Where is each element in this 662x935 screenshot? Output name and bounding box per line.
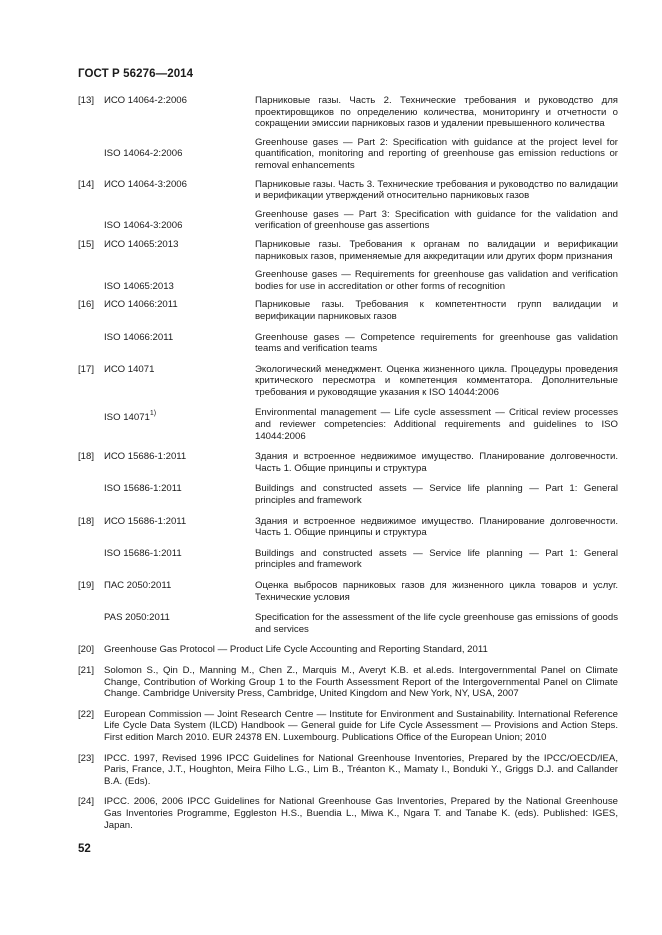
reference-number: [78, 612, 104, 635]
list-item: [78, 451, 618, 474]
reference-code: ИСО 15686-1:2011: [104, 515, 187, 527]
list-item: [78, 580, 618, 603]
reference-code: ISO 14064-2:2006: [104, 148, 183, 160]
reference-description: Здания и встроенное недвижимое имущество. Планирование долговечности. Часть 1. Общие принципы и структура: [255, 451, 618, 474]
list-item: [78, 612, 618, 635]
reference-description: Экологический менеджмент. Оценка жизненного цикла. Процедуры проведения критического пересмотра и компетенция комментатора. Дополнительные требования и руководящие указания к ISO 14044:2006: [255, 363, 618, 398]
list-item: [78, 548, 618, 571]
reference-number: [15]: [78, 238, 95, 250]
reference-number: [14]: [78, 178, 95, 190]
reference-number: [18]: [78, 451, 95, 463]
reference-code: ИСО 14064-3:2006: [104, 178, 187, 190]
list-item: [78, 753, 618, 788]
list-item: [78, 332, 618, 355]
reference-description: Buildings and constructed assets — Service life planning — Part 1: General principles and framework: [255, 483, 618, 507]
reference-number: [24]: [78, 796, 95, 808]
list-item: [78, 137, 618, 172]
reference-code: ПАС 2050:2011: [104, 580, 172, 591]
reference-code: ISO 14065:2013: [104, 280, 174, 292]
reference-description: Здания и встроенное недвижимое имущество. Планирование долговечности. Часть 1. Общие принципы и структура: [255, 515, 618, 539]
reference-description: Greenhouse gases — Part 2: Specification with guidance at the project level for quantification, monitoring and reporting of greenhouse gas emission reductions or removal enhancements: [255, 136, 618, 171]
reference-number: [78, 407, 104, 442]
reference-description: Парниковые газы. Часть 3. Технические требования и руководство по валидации и верификации утверждений относительно парниковых газов: [255, 178, 618, 202]
list-item: [78, 179, 618, 202]
reference-description: Парниковые газы. Требования к компетентности групп валидации и верификации парниковых газов: [255, 299, 618, 322]
reference-number: [23]: [78, 752, 95, 764]
reference-text: IPCC. 2006, 2006 IPCC Guidelines for National Greenhouse Gas Inventories, Prepared by the National Greenhouse Gas Inventories Programme, Eggleston H.S., Buendia L., Miwa K., Ngara T. and Tanabe K. (eds). Published: IGES, Japan.: [104, 796, 618, 831]
list-item: [78, 644, 618, 656]
reference-number: [16]: [78, 299, 95, 311]
reference-text: Solomon S., Qin D., Manning M., Chen Z., Marquis M., Averyt K.B. et al.eds. Intergovernmental Panel on Climate Change, Contribution of Working Group 1 to the Fourth Assessment Report of the Intergovernmental Panel on Climate Change. Cambridge University Press, Cambridge, United Kingdom and New York, NY, USA, 2007: [104, 664, 618, 700]
page-number: 52: [78, 843, 91, 855]
reference-description: Парниковые газы. Часть 2. Технические требования и руководство для проектировщиков по определению количества, мониторингу и отчетности о сокращении эмиссии парниковых газов и удалении превышенного количества: [255, 95, 618, 130]
reference-number: [78, 269, 104, 292]
reference-number: [13]: [78, 95, 95, 106]
reference-description: Greenhouse gases — Requirements for greenhouse gas validation and verification bodies for use in accreditation or other forms of recognition: [255, 269, 618, 292]
reference-number: [78, 332, 104, 355]
reference-number: [17]: [78, 363, 95, 375]
reference-number: [78, 137, 104, 172]
footnote-marker: 1): [149, 410, 157, 418]
reference-description: Парниковые газы. Требования к органам по валидации и верификации парниковых газов, применяемые для аккредитации или других форм признания: [255, 238, 618, 262]
list-item: [78, 95, 618, 130]
list-item: [78, 364, 618, 399]
reference-description: Greenhouse gases — Competence requirements for greenhouse gas validation teams and verification teams: [255, 331, 618, 355]
page-title: ГОСТ Р 56276—2014: [78, 68, 194, 80]
reference-text: Greenhouse Gas Protocol — Product Life Cycle Accounting and Reporting Standard, 2011: [104, 644, 488, 656]
reference-number: [78, 548, 104, 571]
reference-code: ИСО 14071: [104, 363, 155, 375]
reference-number: [22]: [78, 708, 95, 720]
reference-code: ISO 15686-1:2011: [104, 483, 182, 495]
reference-number: [21]: [78, 664, 95, 676]
reference-description: Specification for the assessment of the life cycle greenhouse gas emissions of goods and services: [255, 612, 618, 635]
list-item: [78, 483, 618, 506]
reference-number: [20]: [78, 644, 95, 656]
list-item: [78, 516, 618, 539]
reference-code: ISO 14064-3:2006: [104, 220, 183, 232]
reference-code: ИСО 14066:2011: [104, 299, 178, 311]
reference-code: ISO 15686-1:2011: [104, 547, 182, 559]
reference-code: ISO 14071: [104, 412, 150, 424]
list-item: [78, 239, 618, 262]
reference-code-wrapper: [104, 407, 255, 442]
reference-code: ИСО 15686-1:2011: [104, 451, 187, 463]
list-item: [78, 299, 618, 322]
reference-text: IPCC. 1997, Revised 1996 IPCC Guidelines for National Greenhouse Inventories, Prepared by the IPCC/OECD/IEA, Paris, France, J.T., Houghton, Meira Filho L.G., Lim B., Tréanton K., Mamaty I., Bonduki Y., Griggs D.J. and Callander B.A. (Eds).: [104, 752, 618, 787]
reference-code: ИСО 14064-2:2006: [104, 95, 187, 106]
reference-code: PAS 2050:2011: [104, 612, 170, 624]
reference-number: [78, 483, 104, 506]
bibliography-list: [78, 95, 618, 831]
list-item: [78, 269, 618, 292]
list-item: [78, 407, 618, 442]
reference-number: [78, 209, 104, 232]
reference-number: [18]: [78, 515, 95, 527]
reference-description: Environmental management — Life cycle assessment — Critical review processes and reviewer competencies: Additional requirements and guidelines to ISO 14044:2006: [255, 407, 618, 442]
reference-number: [19]: [78, 580, 95, 591]
list-item: [78, 665, 618, 700]
reference-code: ИСО 14065:2013: [104, 238, 179, 250]
list-item: [78, 209, 618, 232]
list-item: [78, 709, 618, 744]
reference-text: European Commission — Joint Research Centre — Institute for Environment and Sustainability. International Reference Life Cycle Data System (ILCD) Handbook — General guide for Life Cycle Assessment — Provisions and Action Steps. First edition March 2010. EUR 24378 EN. Luxembourg. Publications Office of the European Union; 2010: [104, 708, 618, 743]
list-item: [78, 796, 618, 831]
reference-code: ISO 14066:2011: [104, 331, 174, 343]
reference-description: Buildings and constructed assets — Service life planning — Part 1: General principles and framework: [255, 547, 618, 571]
reference-description: Greenhouse gases — Part 3: Specification with guidance for the validation and verification of greenhouse gas assertions: [255, 208, 618, 232]
reference-description: Оценка выбросов парниковых газов для жизненного цикла товаров и услуг. Технические условия: [255, 580, 618, 603]
